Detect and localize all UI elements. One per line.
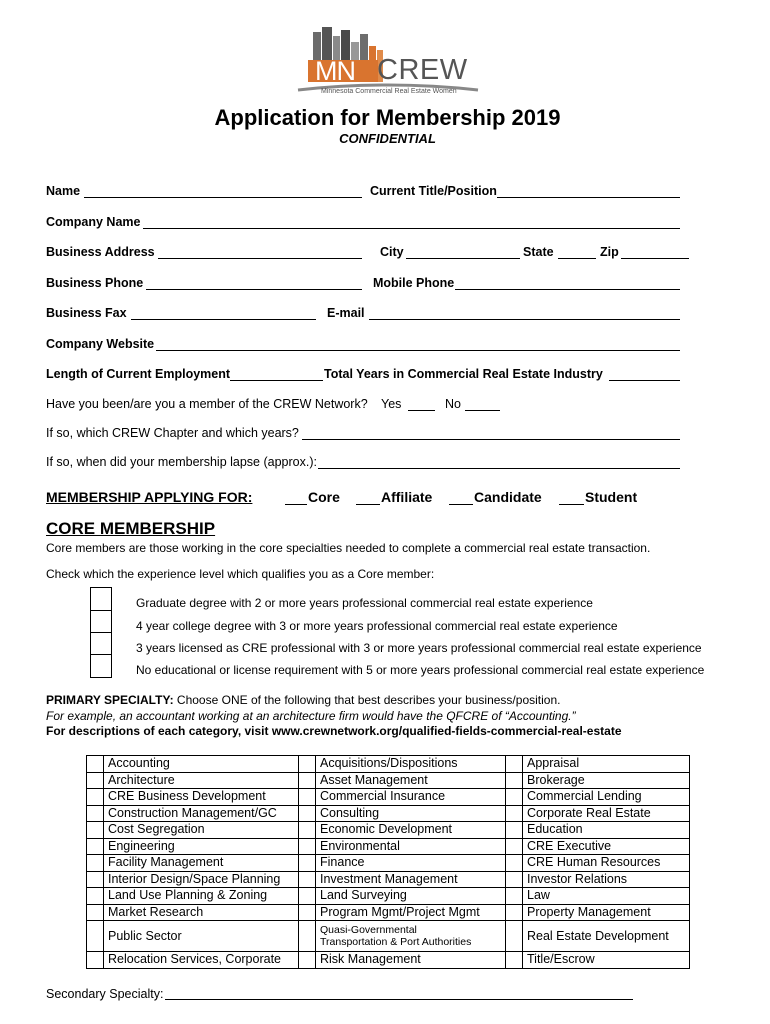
- experience-checkbox-2[interactable]: [90, 610, 112, 633]
- mobile-phone-label: Mobile Phone: [373, 276, 455, 290]
- primary-specialty-line: [46, 693, 560, 707]
- specialty-checkbox[interactable]: [299, 772, 316, 789]
- specialty-label: Cost Segregation: [104, 822, 299, 839]
- specialty-checkbox[interactable]: [506, 838, 523, 855]
- page-title: Application for Membership 2019: [214, 105, 561, 130]
- business-fax-field[interactable]: [131, 319, 316, 320]
- specialty-label: Finance: [316, 855, 506, 872]
- current-title-label: Current Title/Position: [370, 184, 497, 198]
- business-fax-label: Business Fax: [46, 306, 127, 320]
- specialty-checkbox[interactable]: [506, 904, 523, 921]
- core-membership-heading: CORE MEMBERSHIP: [46, 519, 216, 538]
- primary-specialty-label: PRIMARY SPECIALTY:: [46, 693, 174, 707]
- state-label: State: [523, 245, 554, 259]
- specialty-checkbox[interactable]: [506, 789, 523, 806]
- zip-field[interactable]: [621, 258, 689, 259]
- confidential-label: CONFIDENTIAL: [339, 131, 436, 146]
- business-address-label: Business Address: [46, 245, 155, 259]
- logo-mn: MN: [315, 56, 355, 86]
- specialty-checkbox[interactable]: [506, 952, 523, 969]
- specialty-checkbox[interactable]: [506, 756, 523, 773]
- specialty-label: Investor Relations: [523, 871, 690, 888]
- specialty-label: Land Surveying: [316, 888, 506, 905]
- specialty-label: Commercial Insurance: [316, 789, 506, 806]
- mobile-phone-field[interactable]: [455, 289, 680, 290]
- specialty-row: [87, 756, 690, 773]
- specialty-row: [87, 805, 690, 822]
- specialty-row: [87, 888, 690, 905]
- specialty-label: Corporate Real Estate: [523, 805, 690, 822]
- specialty-checkbox[interactable]: [87, 952, 104, 969]
- specialty-checkbox[interactable]: [506, 805, 523, 822]
- specialty-row: [87, 855, 690, 872]
- membership-lapse-field[interactable]: [318, 468, 680, 469]
- specialty-row: [87, 789, 690, 806]
- specialty-label: Interior Design/Space Planning: [104, 871, 299, 888]
- experience-level-4: No educational or license requirement with 5 or more years professional commercial real estate experience: [136, 663, 705, 677]
- specialty-row: [87, 822, 690, 839]
- specialty-label: Public Sector: [104, 921, 299, 952]
- specialty-row: [87, 772, 690, 789]
- specialty-label: Title/Escrow: [523, 952, 690, 969]
- specialty-checkbox[interactable]: [87, 838, 104, 855]
- specialty-label-line: Transportation & Port Authorities: [320, 936, 472, 948]
- specialty-checkbox[interactable]: [299, 888, 316, 905]
- candidate-option-field[interactable]: [449, 504, 473, 505]
- specialty-checkbox[interactable]: [299, 838, 316, 855]
- name-label: Name: [46, 184, 81, 198]
- logo-crew: CREW: [377, 54, 468, 86]
- candidate-option-label: Candidate: [474, 489, 542, 505]
- specialty-table: [86, 755, 690, 969]
- total-years-field[interactable]: [609, 380, 680, 381]
- specialty-checkbox[interactable]: [506, 772, 523, 789]
- specialty-label: [316, 921, 506, 952]
- email-label: E-mail: [327, 306, 365, 320]
- specialty-checkbox[interactable]: [299, 822, 316, 839]
- specialty-row: [87, 921, 690, 952]
- specialty-row: [87, 952, 690, 969]
- primary-specialty-example: For example, an accountant working at an architecture firm would have the QFCRE of “Accounting.”: [46, 709, 576, 723]
- specialty-checkbox[interactable]: [87, 888, 104, 905]
- specialty-checkbox[interactable]: [299, 921, 316, 952]
- specialty-checkbox[interactable]: [506, 921, 523, 952]
- secondary-specialty-field[interactable]: [165, 999, 633, 1000]
- specialty-checkbox[interactable]: [506, 888, 523, 905]
- company-name-label: Company Name: [46, 215, 141, 229]
- city-label: City: [380, 245, 404, 259]
- experience-level-1: Graduate degree with 2 or more years professional commercial real estate experience: [136, 596, 593, 610]
- specialty-checkbox[interactable]: [87, 822, 104, 839]
- logo: [288, 24, 488, 104]
- specialty-label-line: Quasi-Governmental: [320, 924, 417, 936]
- specialty-label: Market Research: [104, 904, 299, 921]
- specialty-checkbox[interactable]: [506, 822, 523, 839]
- core-option-label: Core: [308, 489, 340, 505]
- specialty-label: Architecture: [104, 772, 299, 789]
- no-label: No: [445, 397, 461, 411]
- length-employment-field[interactable]: [230, 380, 323, 381]
- specialty-label: Facility Management: [104, 855, 299, 872]
- current-title-field[interactable]: [497, 197, 680, 198]
- specialty-checkbox[interactable]: [506, 871, 523, 888]
- student-option-label: Student: [585, 489, 638, 505]
- specialty-checkbox[interactable]: [299, 855, 316, 872]
- business-phone-field[interactable]: [146, 289, 362, 290]
- specialty-label: CRE Business Development: [104, 789, 299, 806]
- specialty-checkbox[interactable]: [87, 805, 104, 822]
- specialty-label: Investment Management: [316, 871, 506, 888]
- specialty-checkbox[interactable]: [299, 904, 316, 921]
- specialty-label: Asset Management: [316, 772, 506, 789]
- specialty-checkbox[interactable]: [87, 789, 104, 806]
- specialty-label: Brokerage: [523, 772, 690, 789]
- specialty-row: [87, 838, 690, 855]
- business-phone-label: Business Phone: [46, 276, 144, 290]
- specialty-checkbox[interactable]: [299, 756, 316, 773]
- specialty-label: Environmental: [316, 838, 506, 855]
- affiliate-option-field[interactable]: [356, 504, 380, 505]
- specialty-label: Construction Management/GC: [104, 805, 299, 822]
- affiliate-option-label: Affiliate: [381, 489, 433, 505]
- city-field[interactable]: [406, 258, 520, 259]
- primary-specialty-instruction: Choose ONE of the following that best describes your business/position.: [176, 693, 561, 707]
- specialty-checkbox[interactable]: [506, 855, 523, 872]
- specialty-checkbox[interactable]: [87, 756, 104, 773]
- specialty-label: Land Use Planning & Zoning: [104, 888, 299, 905]
- secondary-specialty-label: Secondary Specialty:: [46, 987, 164, 1001]
- specialty-checkbox[interactable]: [87, 921, 104, 952]
- crew-chapter-label: If so, which CREW Chapter and which years?: [46, 426, 299, 440]
- student-option-field[interactable]: [559, 504, 584, 505]
- membership-applying-label: MEMBERSHIP APPLYING FOR:: [46, 489, 253, 505]
- specialty-checkbox[interactable]: [299, 952, 316, 969]
- experience-checkbox-1[interactable]: [90, 587, 112, 611]
- core-description: Core members are those working in the core specialties needed to complete a commercial real estate transaction.: [46, 541, 651, 555]
- experience-level-3: 3 years licensed as CRE professional with 3 or more years professional commercial real estate experience: [136, 641, 702, 655]
- no-field[interactable]: [465, 410, 500, 411]
- crew-network-question: Have you been/are you a member of the CREW Network?: [46, 397, 368, 411]
- specialty-label: Law: [523, 888, 690, 905]
- specialty-row: [87, 904, 690, 921]
- specialty-row: [87, 871, 690, 888]
- length-employment-label: Length of Current Employment: [46, 367, 231, 381]
- total-years-label: Total Years in Commercial Real Estate Industry: [324, 367, 603, 381]
- yes-label: Yes: [381, 397, 402, 411]
- specialty-label: Consulting: [316, 805, 506, 822]
- specialty-checkbox[interactable]: [87, 855, 104, 872]
- core-check-prompt: Check which the experience level which qualifies you as a Core member:: [46, 567, 435, 581]
- experience-checkbox-4[interactable]: [90, 654, 112, 678]
- specialty-label: Engineering: [104, 838, 299, 855]
- primary-specialty-descriptions: For descriptions of each category, visit www.crewnetwork.org/qualified-fields-commercial-real-estate: [46, 724, 622, 738]
- specialty-label: Property Management: [523, 904, 690, 921]
- specialty-label: Economic Development: [316, 822, 506, 839]
- email-field[interactable]: [369, 319, 680, 320]
- specialty-checkbox[interactable]: [87, 871, 104, 888]
- specialty-label: Appraisal: [523, 756, 690, 773]
- business-address-field[interactable]: [158, 258, 362, 259]
- specialty-checkbox[interactable]: [299, 871, 316, 888]
- specialty-label: Accounting: [104, 756, 299, 773]
- specialty-label: CRE Executive: [523, 838, 690, 855]
- specialty-label: Real Estate Development: [523, 921, 690, 952]
- specialty-label: Commercial Lending: [523, 789, 690, 806]
- name-field[interactable]: [84, 197, 362, 198]
- specialty-checkbox[interactable]: [299, 805, 316, 822]
- specialty-checkbox[interactable]: [87, 772, 104, 789]
- specialty-label: Risk Management: [316, 952, 506, 969]
- experience-level-2: 4 year college degree with 3 or more years professional commercial real estate experience: [136, 619, 618, 633]
- specialty-label: Education: [523, 822, 690, 839]
- specialty-checkbox[interactable]: [87, 904, 104, 921]
- company-website-field[interactable]: [156, 350, 680, 351]
- company-name-field[interactable]: [143, 228, 680, 229]
- state-field[interactable]: [558, 258, 596, 259]
- specialty-label: CRE Human Resources: [523, 855, 690, 872]
- company-website-label: Company Website: [46, 337, 155, 351]
- specialty-label: Acquisitions/Dispositions: [316, 756, 506, 773]
- specialty-label: Relocation Services, Corporate: [104, 952, 299, 969]
- zip-label: Zip: [600, 245, 619, 259]
- core-option-field[interactable]: [285, 504, 307, 505]
- specialty-label: Program Mgmt/Project Mgmt: [316, 904, 506, 921]
- specialty-checkbox[interactable]: [299, 789, 316, 806]
- yes-field[interactable]: [408, 410, 435, 411]
- logo-tagline: Minnesota Commercial Real Estate Women: [321, 88, 457, 95]
- crew-chapter-field[interactable]: [302, 439, 680, 440]
- experience-checkbox-3[interactable]: [90, 632, 112, 655]
- membership-lapse-label: If so, when did your membership lapse (approx.):: [46, 455, 317, 469]
